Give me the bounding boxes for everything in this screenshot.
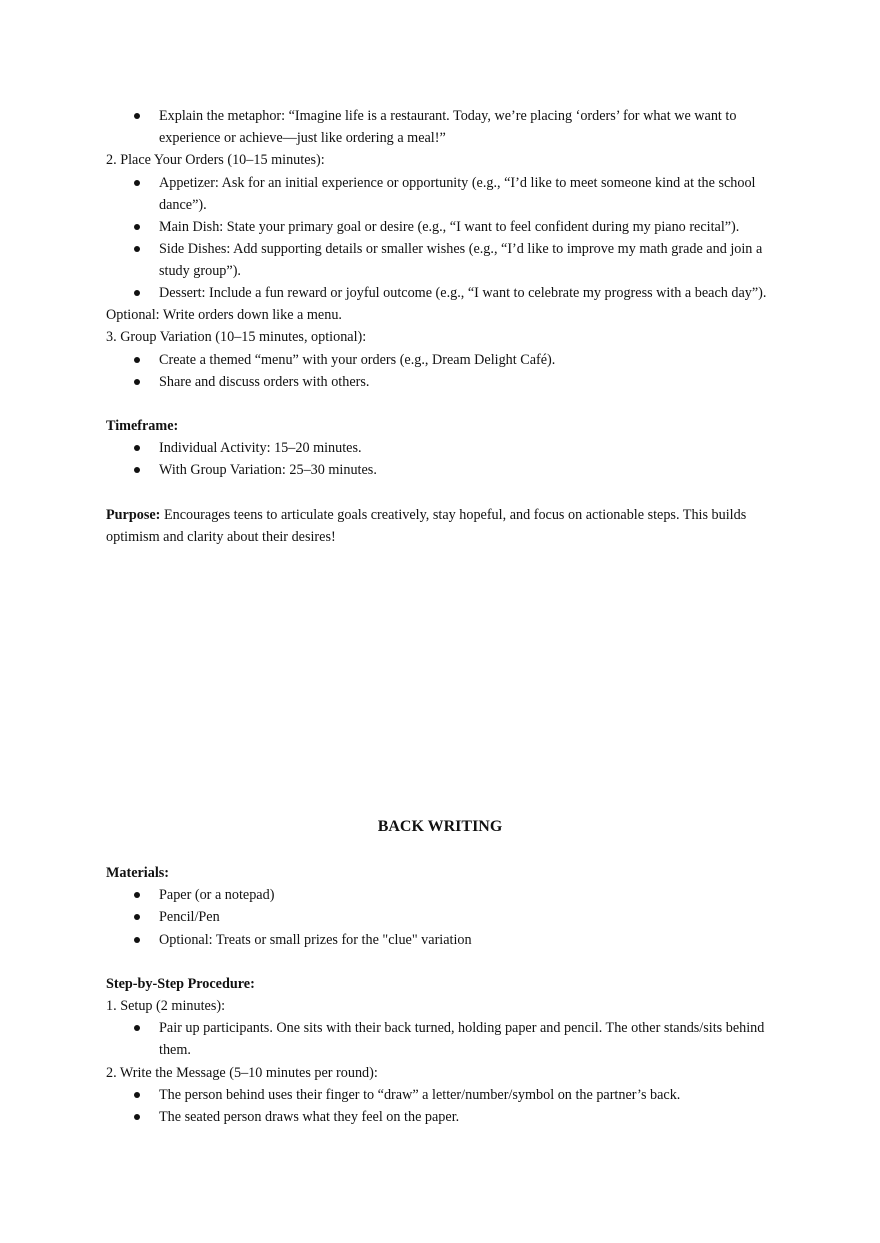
intro-bullet-line2: experience or achieve—just like ordering a meal!” xyxy=(159,130,446,146)
write-message-item: The person behind uses their finger to “draw” a letter/number/symbol on the partner’s back. xyxy=(159,1087,681,1103)
optional-line: Optional: Write orders down like a menu. xyxy=(106,307,342,323)
purpose-text: Encourages teens to articulate goals creatively, stay hopeful, and focus on actionable steps. This builds xyxy=(160,507,747,523)
write-message-item: The seated person draws what they feel on the paper. xyxy=(159,1109,460,1125)
materials-heading: Materials: xyxy=(106,865,170,881)
material-item: Paper (or a notepad) xyxy=(159,887,275,903)
bullet-icon xyxy=(134,113,140,119)
material-item: Optional: Treats or small prizes for the "clue" variation xyxy=(159,932,472,948)
bullet-icon xyxy=(134,1025,140,1031)
section-title: BACK WRITING xyxy=(377,818,503,835)
setup-item-line1: Pair up participants. One sits with their back turned, holding paper and pencil. The other stands/sits behind xyxy=(159,1020,765,1036)
purpose-paragraph-line1 xyxy=(106,504,746,526)
bullet-icon xyxy=(134,1092,140,1098)
order-main-dish: Main Dish: State your primary goal or desire (e.g., “I want to feel confident during my piano recital”). xyxy=(159,219,740,235)
order-side-dishes-line2: study group”). xyxy=(159,263,241,279)
bullet-icon xyxy=(134,246,140,252)
material-item: Pencil/Pen xyxy=(159,909,220,925)
order-appetizer-line1: Appetizer: Ask for an initial experience or opportunity (e.g., “I’d like to meet someone kind at the school xyxy=(159,175,756,191)
bullet-icon xyxy=(134,180,140,186)
order-side-dishes-line1: Side Dishes: Add supporting details or smaller wishes (e.g., “I’d like to improve my math grade and join a xyxy=(159,241,763,257)
step2-heading: 2. Place Your Orders (10–15 minutes): xyxy=(106,152,325,168)
purpose-paragraph-line2: optimism and clarity about their desires! xyxy=(106,529,336,545)
procedure-heading: Step-by-Step Procedure: xyxy=(106,976,255,992)
bullet-icon xyxy=(134,467,140,473)
timeframe-item: With Group Variation: 25–30 minutes. xyxy=(159,462,377,478)
intro-bullet-line1: Explain the metaphor: “Imagine life is a restaurant. Today, we’re placing ‘orders’ for what we want to xyxy=(159,108,737,124)
bullet-icon xyxy=(134,914,140,920)
bullet-icon xyxy=(134,1114,140,1120)
bullet-icon xyxy=(134,937,140,943)
bullet-icon xyxy=(134,357,140,363)
setup-heading: 1. Setup (2 minutes): xyxy=(106,998,226,1014)
step3-heading: 3. Group Variation (10–15 minutes, optional): xyxy=(106,329,367,345)
bullet-icon xyxy=(134,892,140,898)
setup-item-line2: them. xyxy=(159,1042,191,1058)
group-item: Share and discuss orders with others. xyxy=(159,374,370,390)
order-dessert: Dessert: Include a fun reward or joyful outcome (e.g., “I want to celebrate my progress with a beach day”). xyxy=(159,285,767,301)
write-message-heading: 2. Write the Message (5–10 minutes per round): xyxy=(106,1065,378,1081)
bullet-icon xyxy=(134,290,140,296)
group-item: Create a themed “menu” with your orders (e.g., Dream Delight Café). xyxy=(159,352,556,368)
timeframe-heading: Timeframe: xyxy=(106,418,179,434)
purpose-label: Purpose: xyxy=(106,507,161,523)
bullet-icon xyxy=(134,224,140,230)
timeframe-item: Individual Activity: 15–20 minutes. xyxy=(159,440,362,456)
bullet-icon xyxy=(134,379,140,385)
order-appetizer-line2: dance”). xyxy=(159,197,207,213)
bullet-icon xyxy=(134,445,140,451)
